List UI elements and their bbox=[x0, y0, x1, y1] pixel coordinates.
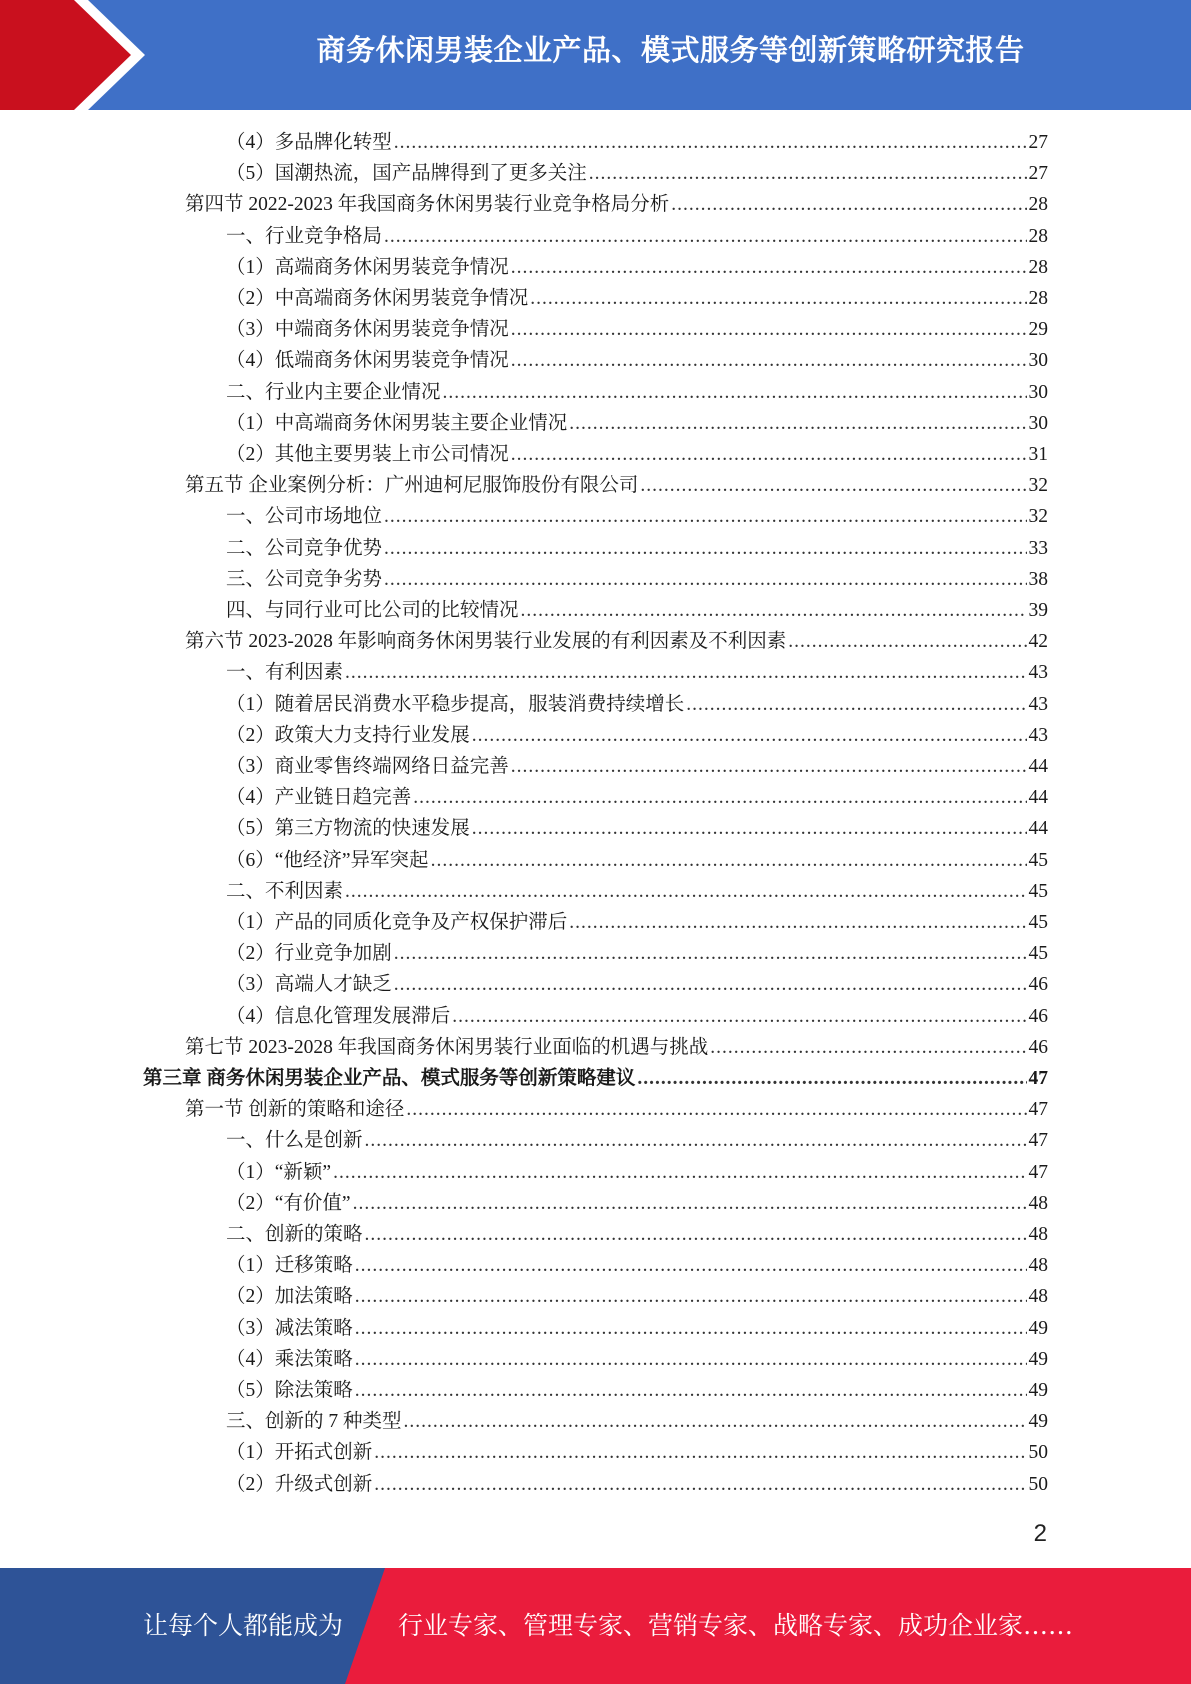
toc-leader-dots bbox=[511, 752, 1027, 782]
toc-entry-title: （1）中高端商务休闲男装主要企业情况 bbox=[226, 412, 568, 434]
toc-entry[interactable] bbox=[226, 908, 1048, 938]
toc-entry-page: 44 bbox=[1028, 818, 1048, 840]
toc-entry[interactable] bbox=[226, 846, 1048, 876]
toc-entry-page: 43 bbox=[1028, 662, 1048, 684]
toc-entry-page: 33 bbox=[1028, 537, 1048, 559]
toc-leader-dots bbox=[355, 1314, 1027, 1344]
toc-entry[interactable] bbox=[185, 627, 1048, 657]
toc-leader-dots bbox=[384, 502, 1026, 532]
toc-leader-dots bbox=[640, 471, 1026, 501]
toc-entry-title: （4）乘法策略 bbox=[226, 1348, 353, 1370]
toc-entry-page: 30 bbox=[1028, 350, 1048, 372]
toc-leader-dots bbox=[333, 1158, 1026, 1188]
toc-leader-dots bbox=[404, 1407, 1027, 1437]
toc-leader-dots bbox=[355, 1345, 1027, 1375]
toc-entry-title: （1）随着居民消费水平稳步提高，服装消费持续增长 bbox=[226, 693, 685, 715]
toc-entry-title: （1）迁移策略 bbox=[226, 1255, 353, 1277]
toc-entry-title: （4）产业链日趋完善 bbox=[226, 787, 412, 809]
toc-entry-title: （4）多品牌化转型 bbox=[226, 132, 392, 153]
toc-entry[interactable] bbox=[226, 690, 1048, 720]
toc-entry-page: 28 bbox=[1028, 288, 1048, 309]
toc-entry-title: （2）行业竞争加剧 bbox=[226, 943, 392, 965]
toc-entry[interactable] bbox=[226, 1470, 1048, 1500]
toc-entry[interactable] bbox=[226, 1282, 1048, 1312]
toc-entry-page: 46 bbox=[1028, 1036, 1048, 1058]
toc-entry-title: 一、有利因素 bbox=[226, 662, 344, 684]
toc-leader-dots bbox=[394, 128, 1027, 158]
toc-leader-dots bbox=[569, 409, 1026, 439]
toc-entry[interactable] bbox=[226, 1220, 1048, 1250]
toc-entry-title: 四、与同行业可比公司的比较情况 bbox=[226, 600, 519, 621]
toc-entry[interactable] bbox=[226, 378, 1048, 408]
toc-leader-dots bbox=[345, 877, 1026, 907]
toc-leader-dots bbox=[671, 190, 1026, 220]
toc-entry-title: （2）“有价值” bbox=[226, 1192, 351, 1214]
toc-entry-page: 48 bbox=[1028, 1224, 1048, 1245]
toc-entry-page: 46 bbox=[1028, 974, 1048, 996]
toc-entry-page: 42 bbox=[1028, 631, 1048, 653]
toc-entry-title: （1）产品的同质化竞争及产权保护滞后 bbox=[226, 912, 568, 933]
toc-entry[interactable] bbox=[226, 752, 1048, 782]
toc-entry-title: （4）信息化管理发展滞后 bbox=[226, 1005, 451, 1027]
toc-entry[interactable] bbox=[226, 814, 1048, 844]
toc-entry[interactable] bbox=[226, 1126, 1048, 1156]
toc-entry[interactable] bbox=[226, 658, 1048, 688]
toc-entry[interactable] bbox=[185, 190, 1048, 220]
toc-leader-dots bbox=[394, 939, 1027, 969]
header-arrow-decoration bbox=[0, 0, 150, 110]
toc-leader-dots bbox=[511, 346, 1027, 376]
toc-entry[interactable] bbox=[226, 1407, 1048, 1437]
toc-entry-title: 第一节 创新的策略和途径 bbox=[185, 1099, 405, 1121]
toc-entry-title: 第四节 2022-2023 年我国商务休闲男装行业竞争格局分析 bbox=[185, 194, 670, 216]
footer-slogan-right: 行业专家、管理专家、营销专家、战略专家、成功企业家…… bbox=[398, 1611, 1074, 1640]
toc-leader-dots bbox=[788, 627, 1026, 657]
toc-leader-dots bbox=[384, 222, 1026, 252]
toc-entry-title: （6）“他经济”异军突起 bbox=[226, 849, 429, 871]
toc-entry[interactable] bbox=[226, 346, 1048, 376]
toc-entry[interactable] bbox=[226, 721, 1048, 751]
toc-entry-page: 47 bbox=[1028, 1068, 1048, 1089]
toc-entry-page: 31 bbox=[1028, 444, 1048, 465]
toc-entry-title: （3）减法策略 bbox=[226, 1317, 353, 1339]
toc-entry-page: 44 bbox=[1028, 756, 1048, 777]
page-footer bbox=[0, 1568, 1191, 1684]
toc-entry[interactable] bbox=[226, 284, 1048, 314]
toc-entry-page: 48 bbox=[1028, 1192, 1048, 1214]
toc-entry-title: 第五节 企业案例分析：广州迪柯尼服饰股份有限公司 bbox=[185, 475, 639, 497]
toc-leader-dots bbox=[472, 721, 1027, 751]
toc-entry-page: 48 bbox=[1028, 1255, 1048, 1277]
toc-entry[interactable] bbox=[226, 315, 1048, 345]
toc-leader-dots bbox=[374, 1470, 1026, 1500]
toc-leader-dots bbox=[355, 1282, 1027, 1312]
toc-leader-dots bbox=[355, 1376, 1027, 1406]
toc-entry[interactable] bbox=[226, 1345, 1048, 1375]
toc-entry-page: 50 bbox=[1028, 1473, 1048, 1495]
toc-entry-title: （2）其他主要男装上市公司情况 bbox=[226, 444, 509, 465]
toc-entry-title: （1）高端商务休闲男装竞争情况 bbox=[226, 256, 509, 278]
toc-entry-page: 32 bbox=[1028, 475, 1048, 497]
toc-entry-title: 一、公司市场地位 bbox=[226, 506, 383, 528]
toc-entry[interactable] bbox=[226, 1314, 1048, 1344]
toc-leader-dots bbox=[353, 1189, 1027, 1219]
toc-leader-dots bbox=[365, 1220, 1027, 1250]
toc-entry-title: 二、行业内主要企业情况 bbox=[226, 381, 441, 403]
toc-entry-page: 48 bbox=[1028, 1286, 1048, 1308]
toc-entry-page: 29 bbox=[1028, 319, 1048, 341]
toc-entry-title: 二、公司竞争优势 bbox=[226, 537, 383, 559]
toc-entry-title: 一、行业竞争格局 bbox=[226, 225, 383, 247]
toc-leader-dots bbox=[710, 1033, 1026, 1063]
footer-slogan-left: 让每个人都能成为 bbox=[143, 1611, 344, 1640]
toc-entry[interactable] bbox=[226, 1376, 1048, 1406]
toc-entry[interactable] bbox=[185, 1095, 1048, 1125]
toc-leader-dots bbox=[637, 1064, 1026, 1094]
toc-leader-dots bbox=[511, 315, 1027, 345]
toc-entry-title: （2）中高端商务休闲男装竞争情况 bbox=[226, 288, 529, 309]
toc-entry-title: （1）“新颖” bbox=[226, 1161, 332, 1183]
toc-entry-title: （2）政策大力支持行业发展 bbox=[226, 724, 470, 746]
toc-entry-title: （3）中端商务休闲男装竞争情况 bbox=[226, 319, 509, 341]
toc-leader-dots bbox=[394, 970, 1027, 1000]
toc-entry-page: 39 bbox=[1028, 600, 1048, 621]
toc-entry-page: 47 bbox=[1028, 1099, 1048, 1121]
toc-leader-dots bbox=[413, 783, 1026, 813]
toc-entry[interactable] bbox=[226, 1251, 1048, 1281]
toc-entry-page: 28 bbox=[1028, 225, 1048, 247]
toc-entry[interactable] bbox=[226, 159, 1048, 189]
toc-leader-dots bbox=[406, 1095, 1026, 1125]
toc-entry-page: 45 bbox=[1028, 880, 1048, 902]
toc-entry-title: （5）国潮热流，国产品牌得到了更多关注 bbox=[226, 163, 587, 185]
toc-entry-page: 50 bbox=[1028, 1442, 1048, 1464]
toc-entry-page: 44 bbox=[1028, 787, 1048, 809]
toc-leader-dots bbox=[355, 1251, 1027, 1281]
toc-entry-page: 28 bbox=[1028, 194, 1048, 216]
toc-entry[interactable] bbox=[143, 1064, 1048, 1094]
toc-entry-title: 第三章 商务休闲男装企业产品、模式服务等创新策略建议 bbox=[143, 1068, 636, 1089]
toc-leader-dots bbox=[384, 534, 1026, 564]
toc-entry-page: 30 bbox=[1028, 381, 1048, 403]
toc-entry-title: 第七节 2023-2028 年我国商务休闲男装行业面临的机遇与挑战 bbox=[185, 1036, 709, 1058]
toc-entry-page: 45 bbox=[1028, 943, 1048, 965]
toc-leader-dots bbox=[472, 814, 1027, 844]
toc-entry-title: （5）第三方物流的快速发展 bbox=[226, 818, 470, 840]
header-title: 商务休闲男装企业产品、模式服务等创新策略研究报告 bbox=[316, 33, 1025, 67]
toc-entry-page: 47 bbox=[1028, 1161, 1048, 1183]
toc-entry[interactable] bbox=[226, 939, 1048, 969]
toc-entry-title: 三、创新的 7 种类型 bbox=[226, 1411, 402, 1433]
toc-entry[interactable] bbox=[226, 596, 1048, 626]
toc-entry[interactable] bbox=[226, 1189, 1048, 1219]
toc-entry[interactable] bbox=[226, 970, 1048, 1000]
toc-entry[interactable] bbox=[226, 440, 1048, 470]
toc-entry[interactable] bbox=[226, 783, 1048, 813]
toc-leader-dots bbox=[511, 440, 1027, 470]
toc-entry-page: 49 bbox=[1028, 1317, 1048, 1339]
toc-entry-title: （3）商业零售终端网络日益完善 bbox=[226, 756, 509, 777]
page-number: 2 bbox=[1033, 1520, 1047, 1547]
toc-entry-title: （4）低端商务休闲男装竞争情况 bbox=[226, 350, 509, 372]
toc-leader-dots bbox=[443, 378, 1027, 408]
toc-leader-dots bbox=[511, 253, 1027, 283]
toc-leader-dots bbox=[374, 1438, 1026, 1468]
toc-leader-dots bbox=[569, 908, 1026, 938]
toc-entry[interactable] bbox=[226, 877, 1048, 907]
toc-entry[interactable] bbox=[226, 128, 1048, 158]
toc-entry[interactable] bbox=[226, 409, 1048, 439]
toc-leader-dots bbox=[365, 1126, 1027, 1156]
toc-leader-dots bbox=[686, 690, 1026, 720]
toc-leader-dots bbox=[521, 596, 1027, 626]
toc-entry-page: 49 bbox=[1028, 1348, 1048, 1370]
toc-entry[interactable] bbox=[185, 1033, 1048, 1063]
toc-entry-page: 38 bbox=[1028, 568, 1048, 590]
toc-leader-dots bbox=[530, 284, 1026, 314]
toc-leader-dots bbox=[589, 159, 1027, 189]
toc-leader-dots bbox=[452, 1002, 1026, 1032]
toc-entry-page: 32 bbox=[1028, 506, 1048, 528]
toc-entry-title: 二、不利因素 bbox=[226, 880, 344, 902]
toc-entry[interactable] bbox=[226, 534, 1048, 564]
toc-leader-dots bbox=[384, 565, 1026, 595]
toc-entry-title: 二、创新的策略 bbox=[226, 1224, 363, 1245]
toc-entry-title: （3）高端人才缺乏 bbox=[226, 974, 392, 996]
toc-entry-page: 30 bbox=[1028, 412, 1048, 434]
toc-entry-title: 第六节 2023-2028 年影响商务休闲男装行业发展的有利因素及不利因素 bbox=[185, 631, 787, 653]
toc-entry-page: 45 bbox=[1028, 849, 1048, 871]
toc-entry-title: （2）升级式创新 bbox=[226, 1473, 373, 1495]
toc-entry-page: 27 bbox=[1028, 132, 1048, 153]
toc-entry-page: 43 bbox=[1028, 693, 1048, 715]
toc-entry[interactable] bbox=[185, 471, 1048, 501]
toc-entry[interactable] bbox=[226, 253, 1048, 283]
toc-entry[interactable] bbox=[226, 1438, 1048, 1468]
toc-entry-title: （5）除法策略 bbox=[226, 1380, 353, 1401]
toc-entry[interactable] bbox=[226, 1002, 1048, 1032]
toc-entry[interactable] bbox=[226, 1158, 1048, 1188]
toc-entry[interactable] bbox=[226, 222, 1048, 252]
toc-entry-page: 49 bbox=[1028, 1380, 1048, 1401]
toc-entry-title: 三、公司竞争劣势 bbox=[226, 568, 383, 590]
toc-entry-page: 43 bbox=[1028, 724, 1048, 746]
toc-entry-title: 一、什么是创新 bbox=[226, 1130, 363, 1152]
toc-leader-dots bbox=[431, 846, 1027, 876]
toc-entry-page: 28 bbox=[1028, 256, 1048, 278]
toc-entry-title: （2）加法策略 bbox=[226, 1286, 353, 1308]
toc-entry-title: （1）开拓式创新 bbox=[226, 1442, 373, 1464]
toc-entry-page: 46 bbox=[1028, 1005, 1048, 1027]
toc-entry-page: 27 bbox=[1028, 163, 1048, 185]
toc-entry-page: 45 bbox=[1028, 912, 1048, 933]
toc-entry[interactable] bbox=[226, 502, 1048, 532]
toc-entry-page: 49 bbox=[1028, 1411, 1048, 1433]
toc-entry[interactable] bbox=[226, 565, 1048, 595]
page-header bbox=[0, 0, 1191, 110]
toc-entry-page: 47 bbox=[1028, 1130, 1048, 1152]
toc-leader-dots bbox=[345, 658, 1026, 688]
